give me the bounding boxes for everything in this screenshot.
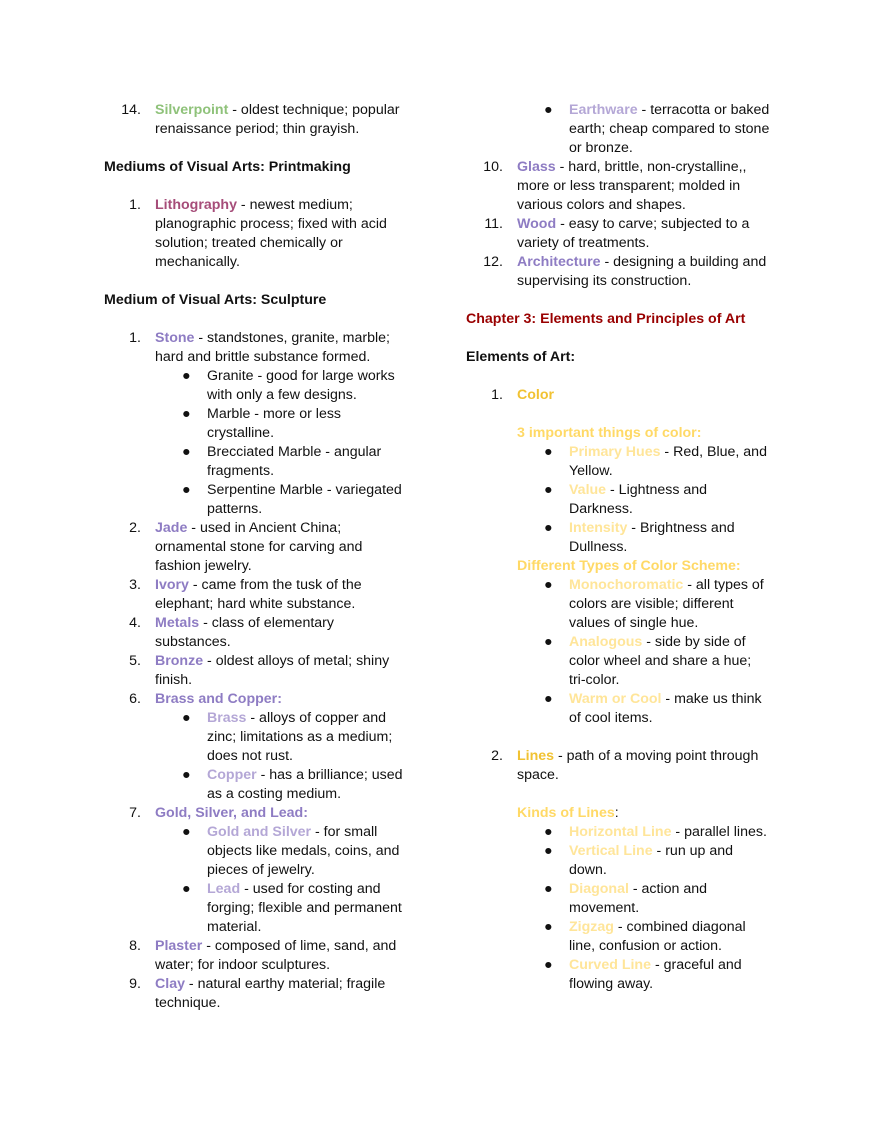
list-item-clay: 9. Clay - natural earthy material; fragile technique. (129, 976, 386, 1011)
sub-item-serpentine-marble: ● Serpentine Marble - variegated patterns. (182, 482, 402, 517)
sub-item-primary-hues: ● Primary Hues - Red, Blue, and Yellow. (544, 444, 767, 479)
sub-item-copper: ● Copper - has a brilliance; used as a costing medium. (182, 767, 403, 802)
sub-item-analogous: ● Analogous - side by side of color wheel and share a hue; tri-color. (544, 634, 752, 688)
list-item-silverpoint: 14. Silverpoint - oldest technique; popular renaissance period; thin grayish. (121, 102, 400, 137)
list-item-glass: 10. Glass - hard, brittle, non-crystalline,, more or less transparent; molded in various colors and shapes. (483, 159, 747, 213)
sub-item-warm-or-cool: ● Warm or Cool - make us think of cool items. (544, 691, 762, 726)
list-item-wood: 11. Wood - easy to carve; subjected to a variety of treatments. (484, 216, 750, 251)
term-ivory: Ivory (155, 577, 189, 593)
list-item-stone: 1. Stone - standstones, granite, marble; hard and brittle substance formed. (129, 330, 390, 365)
sub-item-monochromatic: ● Monochoromatic - all types of colors are visible; different values of single hue. (544, 577, 764, 631)
subheading-important-things: 3 important things of color: (517, 425, 702, 441)
term-clay: Clay (155, 976, 185, 992)
term-lines: Lines (517, 748, 555, 764)
sub-item-brass: ● Brass - alloys of copper and zinc; limitations as a medium; does not rust. (182, 710, 393, 764)
sub-item-brecciated-marble: ● Brecciated Marble - angular fragments. (182, 444, 382, 479)
subheading-kinds-of-lines: Kinds of Lines: (517, 805, 619, 821)
term-copper: Copper (207, 767, 257, 783)
term-glass: Glass (517, 159, 556, 175)
sub-item-intensity: ● Intensity - Brightness and Dullness. (544, 520, 735, 555)
term-bronze: Bronze (155, 653, 204, 669)
heading-sculpture: Medium of Visual Arts: Sculpture (104, 292, 327, 308)
sub-item-curved-line: ● Curved Line - graceful and flowing away. (544, 957, 742, 992)
term-intensity: Intensity (569, 520, 628, 536)
sub-item-diagonal: ● Diagonal - action and movement. (544, 881, 708, 916)
term-vertical-line: Vertical Line (569, 843, 653, 859)
term-stone: Stone (155, 330, 195, 346)
sub-item-horizontal-line: ● Horizontal Line - parallel lines. (544, 824, 767, 840)
term-analogous: Analogous (569, 634, 643, 650)
right-column (466, 101, 786, 994)
term-warm-or-cool: Warm or Cool (569, 691, 662, 707)
heading-elements-of-art: Elements of Art: (466, 349, 576, 365)
list-item-lithography: 1. Lithography - newest medium; planographic process; fixed with acid solution; treated chemically or mechanically. (129, 197, 387, 270)
term-brass: Brass (207, 710, 247, 726)
term-silverpoint: Silverpoint (155, 102, 229, 118)
list-item-plaster: 8. Plaster - composed of lime, sand, and water; for indoor sculptures. (129, 938, 397, 973)
list-item-brass-and-copper: 6. Brass and Copper: (129, 691, 282, 707)
term-earthware: Earthware (569, 102, 638, 118)
term-color: Color (517, 387, 555, 403)
term-horizontal-line: Horizontal Line (569, 824, 672, 840)
subheading-color-schemes: Different Types of Color Scheme: (517, 558, 741, 574)
sub-item-zigzag: ● Zigzag - combined diagonal line, confusion or action. (544, 919, 746, 954)
term-zigzag: Zigzag (569, 919, 614, 935)
sub-item-granite: ● Granite - good for large works with only a few designs. (182, 368, 395, 403)
term-wood: Wood (517, 216, 557, 232)
heading-printmaking: Mediums of Visual Arts: Printmaking (104, 159, 351, 175)
sub-item-gold-and-silver: ● Gold and Silver - for small objects like medals, coins, and pieces of jewelry. (182, 824, 400, 878)
term-plaster: Plaster (155, 938, 203, 954)
list-item-architecture: 12. Architecture - designing a building and supervising its construction. (483, 254, 767, 289)
list-item-jade: 2. Jade - used in Ancient China; ornamental stone for carving and fashion jewelry. (129, 520, 363, 574)
list-item-bronze: 5. Bronze - oldest alloys of metal; shiny finish. (129, 653, 390, 688)
sub-item-marble: ● Marble - more or less crystalline. (182, 406, 342, 441)
list-item-lines: 2. Lines - path of a moving point through space. (491, 748, 759, 783)
term-brass-and-copper: Brass and Copper: (155, 691, 282, 707)
list-item-ivory: 3. Ivory - came from the tusk of the elephant; hard white substance. (129, 577, 362, 612)
sub-item-value: ● Value - Lightness and Darkness. (544, 482, 708, 517)
term-gold-silver-lead: Gold, Silver, and Lead: (155, 805, 308, 821)
sub-item-vertical-line: ● Vertical Line - run up and down. (544, 843, 734, 878)
term-lithography: Lithography (155, 197, 237, 213)
term-curved-line: Curved Line (569, 957, 651, 973)
chapter-heading: Chapter 3: Elements and Principles of Art (466, 311, 746, 327)
term-gold-and-silver: Gold and Silver (207, 824, 312, 840)
sub-item-earthware: ● Earthware - terracotta or baked earth; cheap compared to stone or bronze. (544, 102, 770, 156)
term-lead: Lead (207, 881, 241, 897)
term-diagonal: Diagonal (569, 881, 629, 897)
sub-item-lead: ● Lead - used for costing and forging; flexible and permanent material. (182, 881, 402, 935)
term-primary-hues: Primary Hues (569, 444, 661, 460)
list-item-color: 1. Color (491, 387, 555, 403)
left-column (104, 101, 424, 1013)
term-value: Value (569, 482, 607, 498)
term-jade: Jade (155, 520, 188, 536)
term-monochromatic: Monochoromatic (569, 577, 684, 593)
list-item-gold-silver-lead: 7. Gold, Silver, and Lead: (129, 805, 308, 821)
term-architecture: Architecture (517, 254, 601, 270)
list-item-metals: 4. Metals - class of elementary substances. (129, 615, 334, 650)
term-metals: Metals (155, 615, 200, 631)
